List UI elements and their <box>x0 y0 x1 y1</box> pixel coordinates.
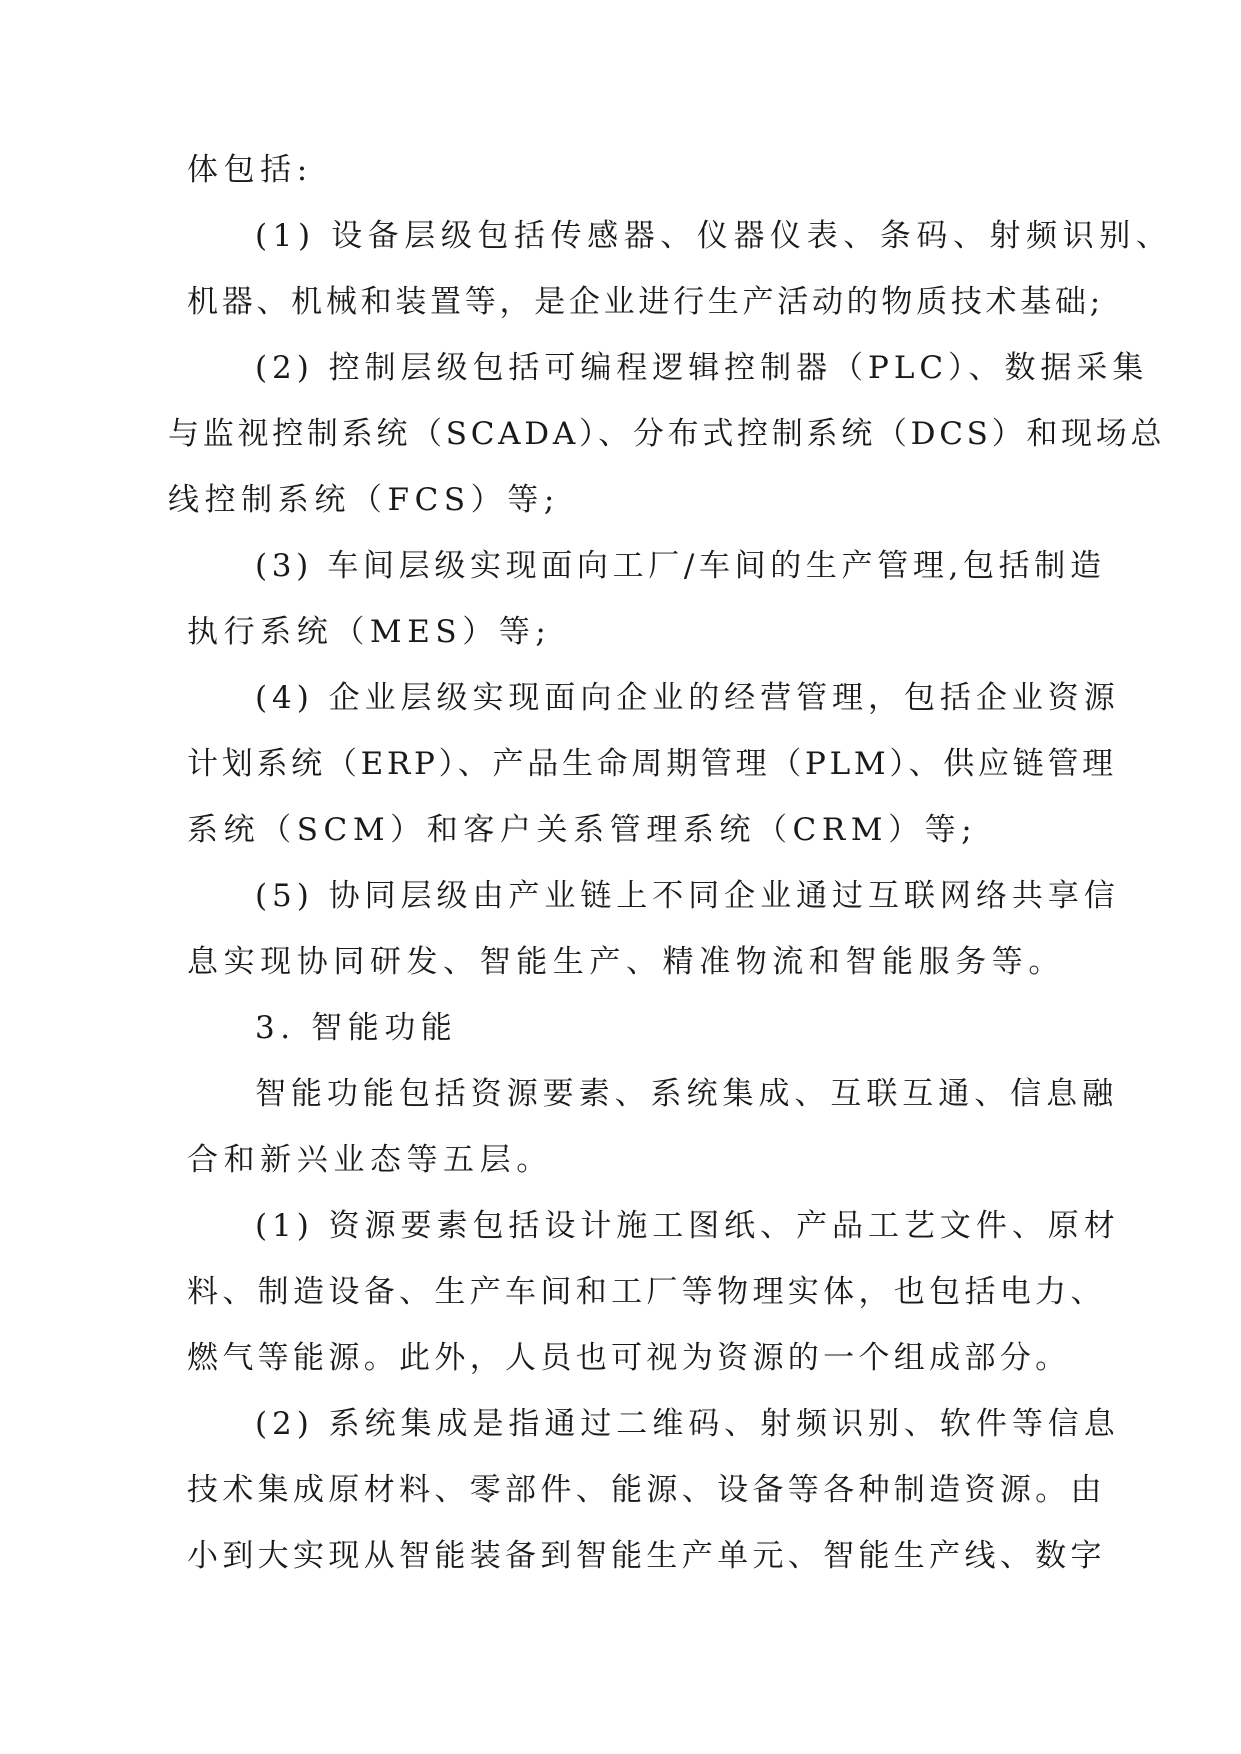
text-line-2: (1) 设备层级包括传感器、仪器仪表、条码、射频识别、 <box>255 218 1173 254</box>
text-line-7: (3) 车间层级实现面向工厂/车间的生产管理,包括制造 <box>255 548 1106 584</box>
text-line-8: 执行系统（MES）等; <box>187 614 552 650</box>
text-line-15: 智能功能包括资源要素、系统集成、互联互通、信息融 <box>255 1076 1119 1112</box>
text-line-1: 体包括: <box>187 152 313 188</box>
text-line-12: (5) 协同层级由产业链上不同企业通过互联网络共享信 <box>255 878 1120 914</box>
text-line-13: 息实现协同研发、智能生产、精准物流和智能服务等。 <box>187 944 1065 980</box>
text-line-4: (2) 控制层级包括可编程逻辑控制器（PLC）、数据采集 <box>255 350 1149 386</box>
text-line-19: 燃气等能源。此外，人员也可视为资源的一个组成部分。 <box>187 1340 1071 1376</box>
text-line-21: 技术集成原材料、零部件、能源、设备等各种制造资源。由 <box>187 1472 1106 1508</box>
text-line-20: (2) 系统集成是指通过二维码、射频识别、软件等信息 <box>255 1406 1120 1442</box>
text-line-9: (4) 企业层级实现面向企业的经营管理，包括企业资源 <box>255 680 1120 716</box>
text-line-11: 系统（SCM）和客户关系管理系统（CRM）等; <box>187 812 978 848</box>
section-heading: 3. 智能功能 <box>255 1010 458 1046</box>
text-line-5: 与监视控制系统（SCADA）、分布式控制系统（DCS）和现场总 <box>168 416 1166 452</box>
text-line-18: 料、制造设备、生产车间和工厂等物理实体，也包括电力、 <box>187 1274 1106 1310</box>
text-line-16: 合和新兴业态等五层。 <box>187 1142 553 1178</box>
text-line-17: (1) 资源要素包括设计施工图纸、产品工艺文件、原材 <box>255 1208 1120 1244</box>
text-line-3: 机器、机械和装置等，是企业进行生产活动的物质技术基础; <box>187 284 1104 320</box>
text-line-10: 计划系统（ERP）、产品生命周期管理（PLM）、供应链管理 <box>187 746 1117 782</box>
text-line-22: 小到大实现从智能装备到智能生产单元、智能生产线、数字 <box>187 1538 1106 1574</box>
text-line-6: 线控制系统（FCS）等; <box>168 482 560 518</box>
